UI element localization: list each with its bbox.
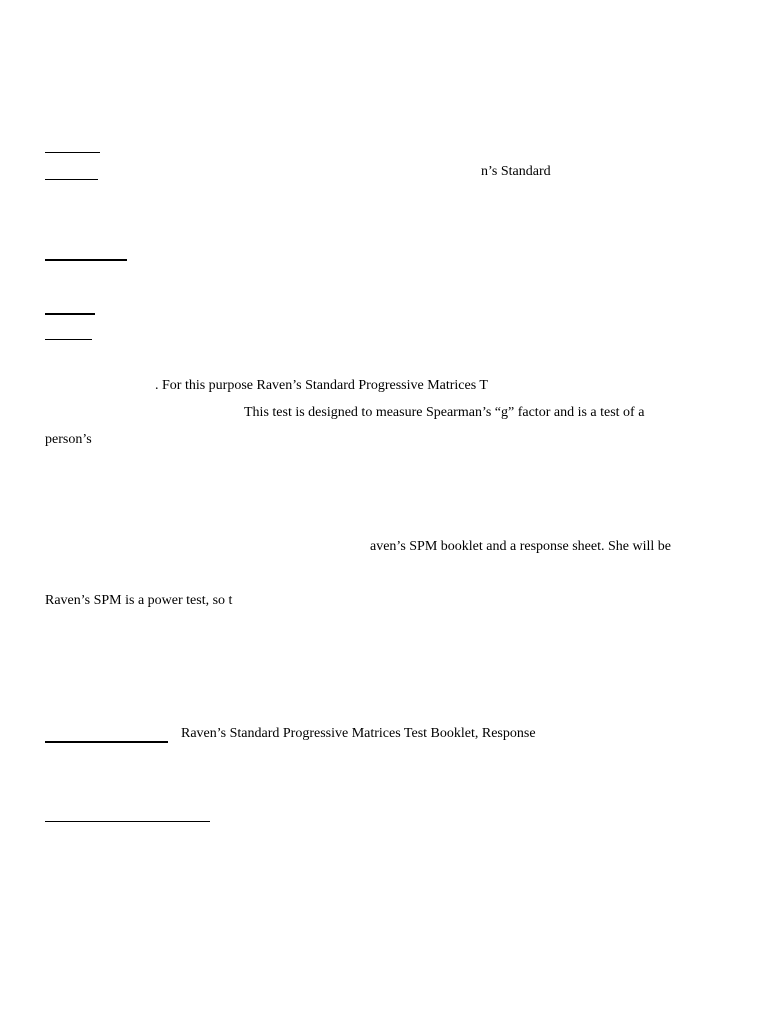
booklet-text: aven’s SPM booklet and a response sheet. She will be: [370, 539, 671, 554]
heading-underline-3: [45, 259, 127, 261]
person-text: person’s: [45, 432, 92, 447]
heading-underline-5: [45, 339, 92, 340]
heading-underline-2: [45, 179, 98, 180]
power-test-text: Raven’s SPM is a power test, so t: [45, 593, 233, 608]
standard-fragment-text: n’s Standard: [481, 164, 551, 179]
heading-underline-1: [45, 152, 100, 153]
heading-underline-4: [45, 313, 95, 315]
test-design-text: This test is designed to measure Spearman’s “g” factor and is a test of a: [244, 405, 645, 420]
heading-underline-6: [45, 821, 210, 822]
materials-underline: [45, 741, 168, 743]
purpose-text: . For this purpose Raven’s Standard Progressive Matrices T: [155, 378, 488, 393]
materials-text: Raven’s Standard Progressive Matrices Test Booklet, Response: [181, 726, 536, 741]
